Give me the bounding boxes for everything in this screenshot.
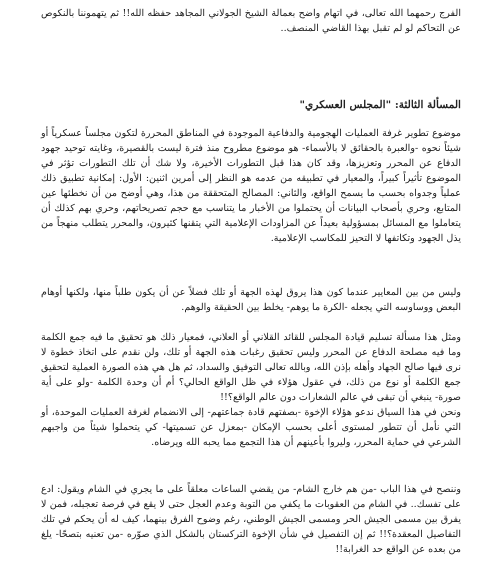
paragraph: وننصح في هذا الباب -من هم خارج الشام- من يقضي الساعات معلقاً على ما يجري في الشام ويقول: ادع على تفسك.. في الشام من العقوبات ما يكفي من التوبة وعدم العجل حتى لا يقع في فرصة تعجبله، فمن لا يفرق بين مسمى الجيش الحر ومسمى الجيش الوطني، رغم وضوح الفرق بينهما، كيف له أن يحكم في تلك التفاصيل المعقدة؟!! ثم إن التفصيل في شأن الإخوة التركستان بالشكل الذي صوّره -من تعنيه بتصحّا- يلغ من بعده عن الواقع حد الغرابة!!: [41, 484, 461, 555]
section-heading: المسألة الثالثة: "المجلس العسكري": [299, 99, 461, 111]
paragraph-intro: الفرج رحمهما الله تعالى، في اتهام واضح بعمالة الشيخ الجولاني المجاهد حفظه الله!! ثم يتهموننا بالنكوص عن التحاكم لو لم تقبل بهذا القاضي المنصف..: [41, 8, 461, 34]
paragraph: موضوع تطوير غرفة العمليات الهجومية والدفاعية الموجودة في المناطق المحررة لتكون مجلساً عسكرياً أو شيئاً نحوه -والعبرة بالحقائق لا بالأسماء- هو موضوع مطروح منذ فترة ليست بالقصيرة، وغايته توحيد جهود الدفاع عن المحرر وتعزيزها، وقد كان هذا قبل التطورات الأخيرة، ولا شك أن تلك التطورات تؤثر في الموضوع تأثيراً كبيراً، والمعيار في تطبيقه من عدمه هو النظر إلى أمرين اثنين: الأول: إمكانية تطبيق ذلك عملياً وجدواه بحسب ما يسمح الواقع، والثاني: المصالح المتحققة من هذا، وهي أوضح من أن نخطئها عين المتابع، وحري بأصحاب البيانات أن يحتملوا من الأخبار ما يتناسب مع حجم تصريحاتهم، وحري بهم كذلك أن يتعاملوا مع المسائل بمسؤولية بعيداً عن المزاودات الإعلامية التي يتقنها كثيرون، والمحرر يتطلب منهجاً من يذل الجهود وتكاتفها لا التحيز للمكاسب الإعلامية.: [41, 128, 461, 244]
paragraph: ونحن في هذا السياق ندعو هؤلاء الإخوة -بصفتهم قادة جماعتهم- إلى الانضمام لغرفة العمليات الموحدة، أو التي نأمل أن تتطور لمستوى أعلى بحسب الإمكان -بمعزل عن تسميتها- كي يتحملوا شيئاً من واجبهم الشرعي في حماية المحرر، وليروا بأعينهم أن هذا التجمع مما يحبه الله ويرضاه.: [41, 407, 461, 448]
paragraph: ومثل هذا مسألة تسليم قيادة المجلس للقائد القلاني أو العلاني، فمعيار ذلك هو تحقيق ما فيه جمع الكلمة وما فيه مصلحة الدفاع عن المحرر وليس تحقيق رغبات هذه الجهة أو تلك، ولن نقدم على اتخاذ خطوة لا نرى فيها صالح الجهاد وأهله بإذن الله، وبالله تعالى التوفيق والسداد، ثم هل هي هذه الصورة العملية لتحقيق جمع الكلمة أو نوع من ذلك، في عقول هؤلاء في ظل الواقع الحالي؟ أم أن وحدة الكلمة -ولو على أية صورة- ينبغي أن تبقى في عالم الشعارات دون عالم الواقع؟!!: [41, 332, 461, 403]
paragraph: وليس من بين المعايير عندما كون هذا يروق لهذه الجهة أو تلك فضلاً عن أن يكون طلباً منها، ولكنها أوهام البعض ووساوسه التي يجعله -الكرة ما يوهم- يخلط بين الحقيقة والوهم.: [41, 287, 461, 313]
